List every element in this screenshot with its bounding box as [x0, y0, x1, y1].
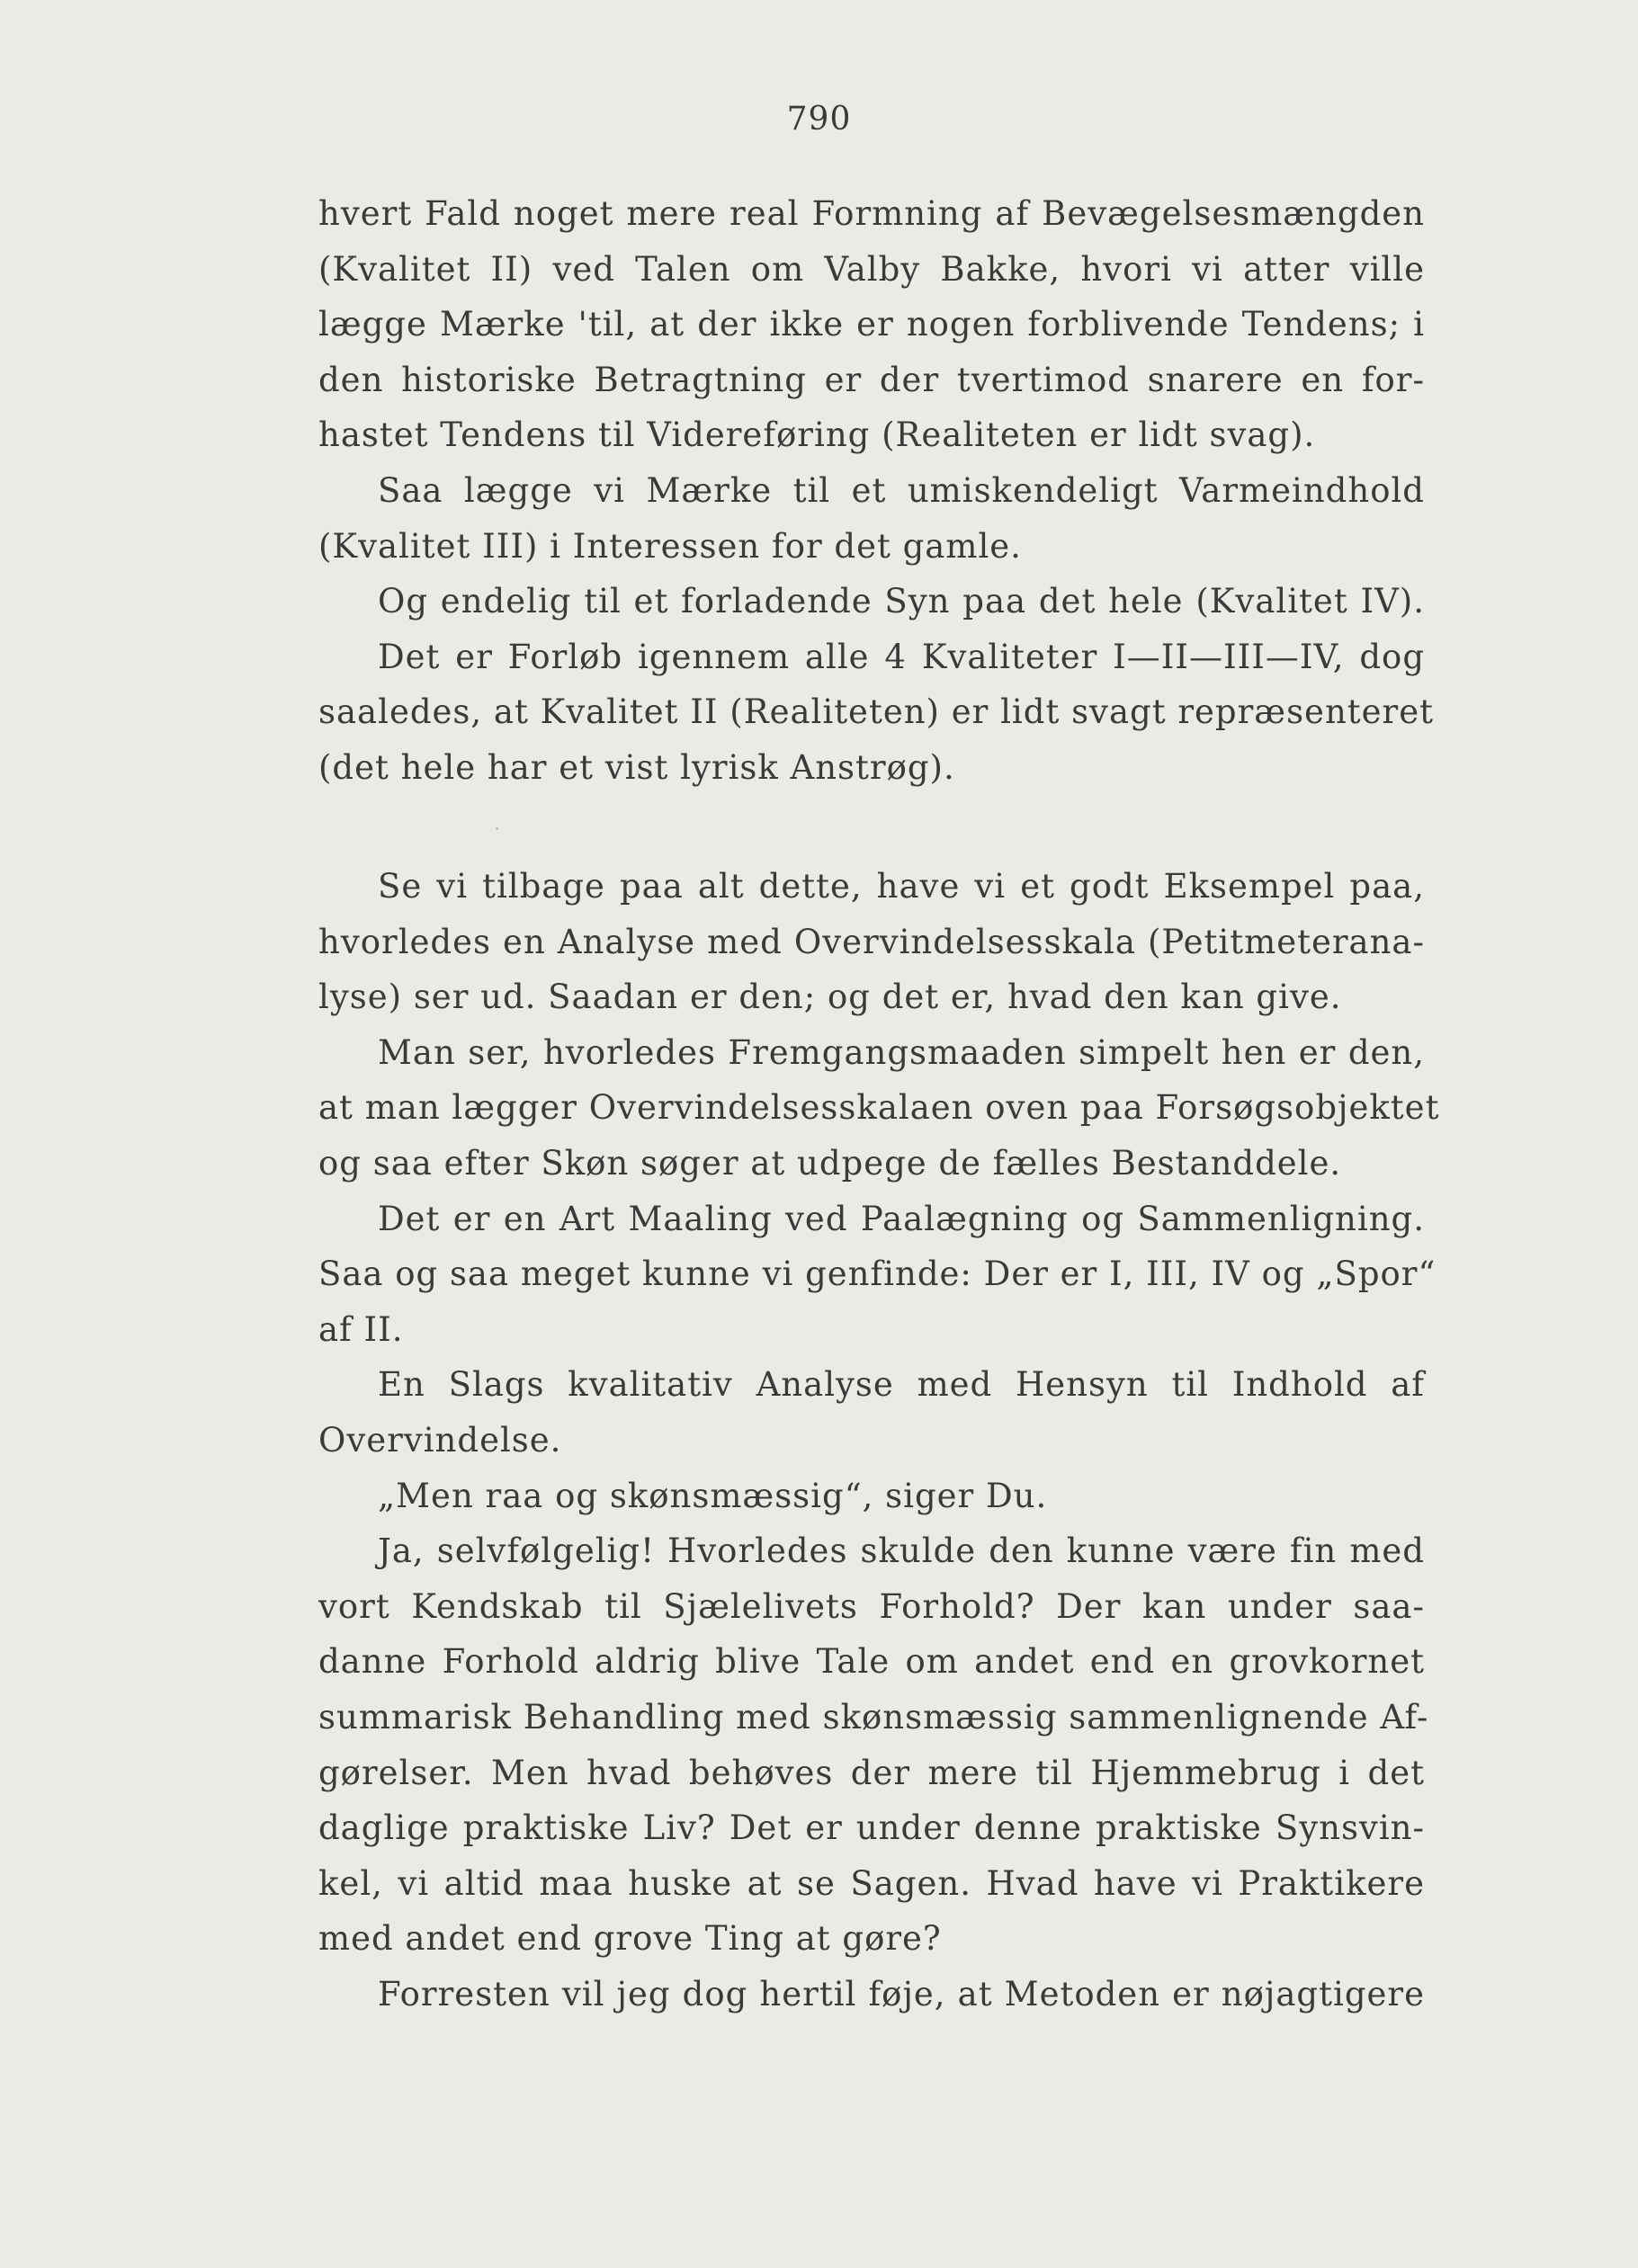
text-line: (Kvalitet II) ved Talen om Valby Bakke, hvori vi atter ville — [318, 249, 1425, 289]
text-line: Saa og saa meget kunne vi genfinde: Der er I, III, IV og „Spor“ — [318, 1255, 1437, 1294]
section-divider-dot — [496, 827, 498, 830]
text-line: danne Forhold aldrig blive Tale om andet end en grovkornet — [318, 1642, 1425, 1682]
text-line: at man lægger Overvindelsesskalaen oven paa Forsøgsobjektet — [318, 1088, 1440, 1128]
text-line: lyse) ser ud. Saadan er den; og det er, hvad den kan give. — [318, 978, 1342, 1017]
text-line: (Kvalitet III) i Interessen for det gamle. — [318, 526, 1022, 566]
text-line: kel, vi altid maa huske at se Sagen. Hvad have vi Praktikere — [318, 1863, 1425, 1903]
text-line: Det er Forløb igennem alle 4 Kvaliteter I—II—III—IV, dog — [378, 637, 1425, 676]
text-line: summarisk Behandling med skønsmæssig sammenlignende Af- — [318, 1697, 1429, 1737]
text-line: vort Kendskab til Sjælelivets Forhold? Der kan under saa- — [318, 1586, 1425, 1626]
text-block-2 — [318, 859, 1440, 2022]
text-line: Ja, selvfølgelig! Hvorledes skulde den kunne være fin med — [378, 1531, 1425, 1571]
text-line: hvert Fald noget mere real Formning af Bevægelsesmængden — [318, 194, 1425, 233]
text-line: Forresten vil jeg dog hertil føje, at Metoden er nøjagtigere — [378, 1974, 1425, 2014]
text-line: daglige praktiske Liv? Det er under denne praktiske Synsvin- — [318, 1808, 1425, 1848]
text-line: Saa lægge vi Mærke til et umiskendeligt Varmeindhold — [378, 470, 1425, 510]
text-line: Det er en Art Maaling ved Paalægning og Sammenligning. — [378, 1199, 1425, 1238]
text-line: den historiske Betragtning er der tvertimod snarere en for- — [318, 360, 1425, 399]
text-line: (det hele har et vist lyrisk Anstrøg). — [318, 747, 955, 787]
page-number: 790 — [786, 101, 852, 138]
text-line: gørelser. Men hvad behøves der mere til Hjemmebrug i det — [318, 1753, 1425, 1792]
text-line: med andet end grove Ting at gøre? — [318, 1919, 942, 1959]
text-line: En Slags kvalitativ Analyse med Hensyn til Indhold af — [378, 1365, 1425, 1405]
text-line: Og endelig til et forladende Syn paa det hele (Kvalitet IV). — [378, 582, 1425, 621]
text-line: og saa efter Skøn søger at udpege de fælles Bestanddele. — [318, 1143, 1342, 1183]
text-block-1 — [318, 186, 1435, 796]
text-line: Se vi tilbage paa alt dette, have vi et godt Eksempel paa, — [378, 867, 1425, 906]
text-line: hastet Tendens til Videreføring (Realiteten er lidt svag). — [318, 415, 1316, 455]
text-line: af II. — [318, 1309, 404, 1349]
text-line: hvorledes en Analyse med Overvindelsesskala (Petitmeterana- — [318, 922, 1425, 961]
text-line: Man ser, hvorledes Fremgangsmaaden simpelt hen er den, — [378, 1032, 1425, 1072]
text-line: saaledes, at Kvalitet II (Realiteten) er lidt svagt repræsenteret — [318, 692, 1435, 732]
text-line: lægge Mærke 'til, at der ikke er nogen forblivende Tendens; i — [318, 305, 1425, 344]
text-line: „Men raa og skønsmæssig“, siger Du. — [378, 1476, 1048, 1515]
text-line: Overvindelse. — [318, 1420, 562, 1460]
